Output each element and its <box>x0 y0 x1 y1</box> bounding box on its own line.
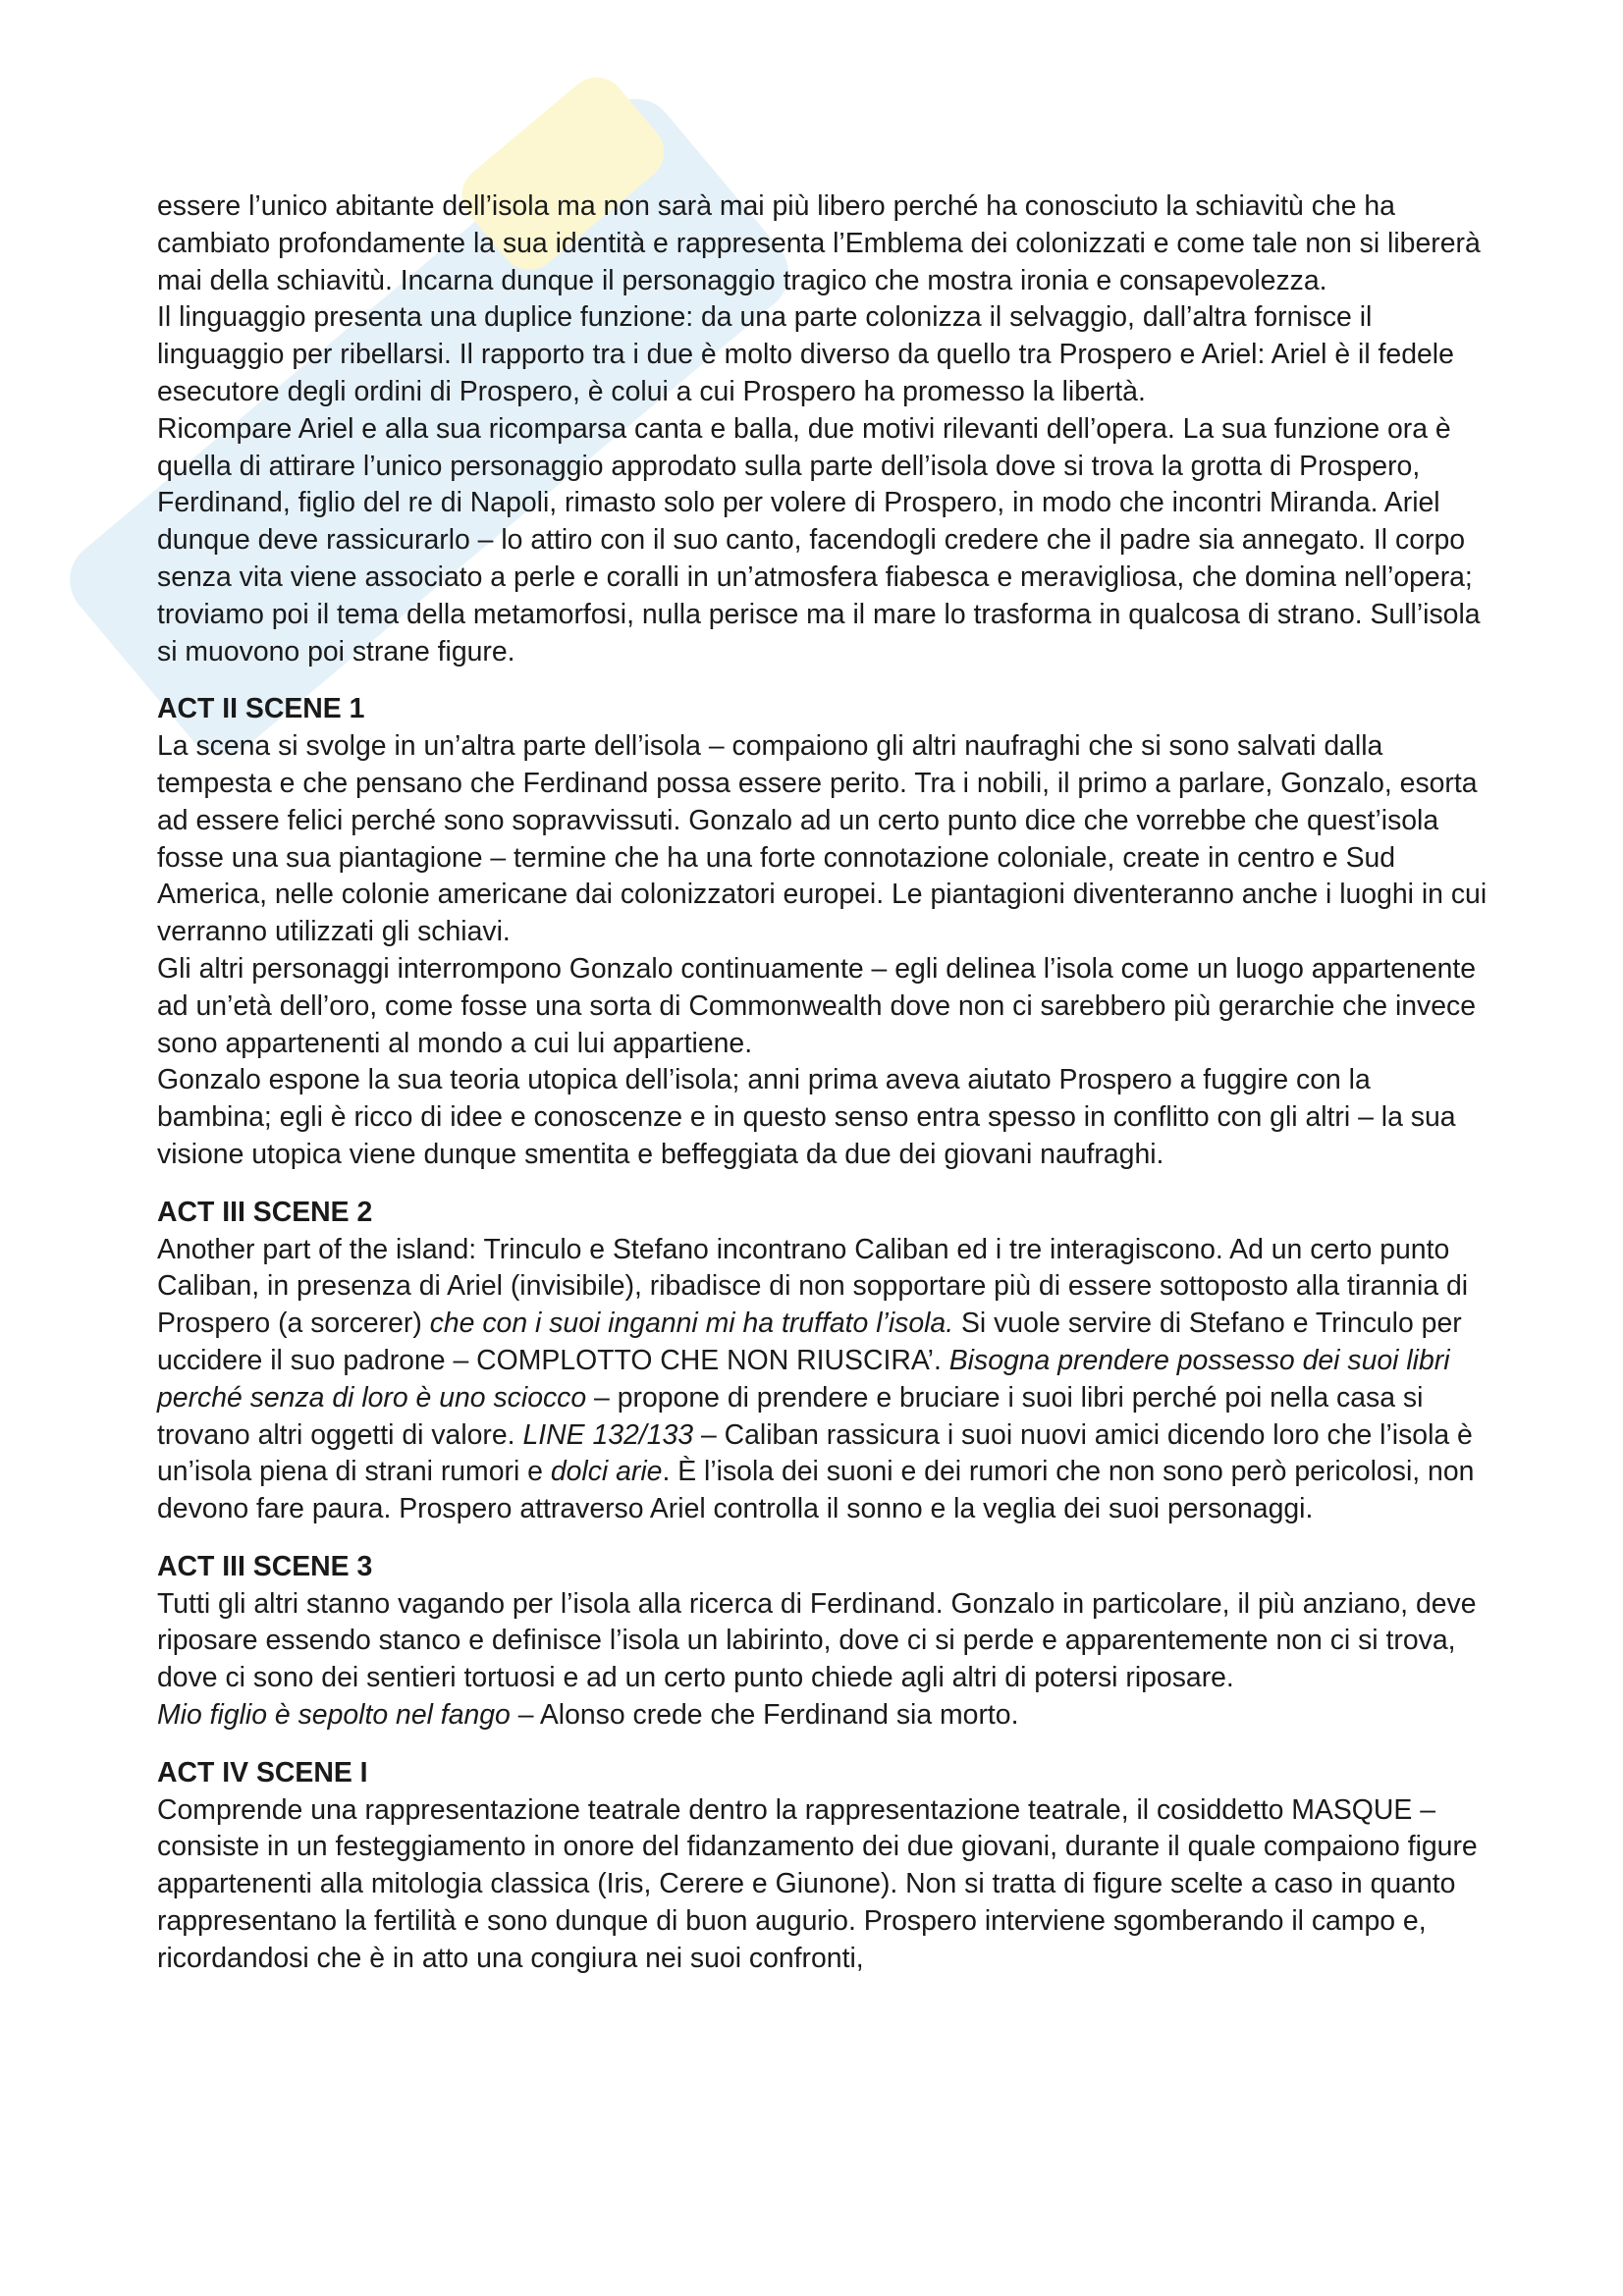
text-run: – propone di prendere e bruciare i suoi libri perché poi nella casa si trovano altri oggetti di valore. <box>157 1381 1424 1451</box>
text-run: Si vuole servire di Stefano e Trinculo per uccidere il suo padrone – COMPLOTTO CHE NON RIUSCIRA’. <box>157 1308 1462 1376</box>
act-iii-scene-3 <box>157 1549 1488 1735</box>
document-page <box>157 188 1488 1978</box>
act-ii-scene-1 <box>157 691 1488 1173</box>
paragraph: Tutti gli altri stanno vagando per l’isola alla ricerca di Ferdinand. Gonzalo in particolare, il più anziano, deve riposare essendo stanco e definisce l’isola un labirinto, dove ci si perde e apparentemente non ci si trova, dove ci sono dei sentieri tortuosi e ad un certo punto chiede agli altri di potersi riposare. <box>157 1587 1477 1694</box>
italic-quote: Bisogna prendere possesso dei suoi libri perché senza di loro è uno sciocco <box>157 1344 1450 1414</box>
paragraph: Comprende una rappresentazione teatrale dentro la rappresentazione teatrale, il cosiddetto MASQUE – consiste in un festeggiamento in onore del fidanzamento dei due giovani, durante il quale compaiono figure appartenenti alla mitologia classica (Iris, Cerere e Giunone). Non si tratta di figure scelte a caso in quanto rappresentano la fertilità e sono dunque di buon augurio. Prospero interviene sgomberando il campo e, ricordandosi che è in atto una congiura nei suoi confronti, <box>157 1793 1478 1974</box>
section-heading: ACT III SCENE 3 <box>157 1550 373 1582</box>
italic-quote: dolci arie <box>550 1456 663 1488</box>
paragraph: Gonzalo espone la sua teoria utopica dell’isola; anni prima aveva aiutato Prospero a fuggire con la bambina; egli è ricco di idee e conoscenze e in questo senso entra spesso in conflitto con gli altri – la sua visione utopica viene dunque smentita e beffeggiata da due dei giovani naufraghi. <box>157 1064 1456 1170</box>
text-run: – Alonso crede che Ferdinand sia morto. <box>510 1699 1019 1732</box>
text-run: Another part of the island: Trinculo e Stefano incontrano Caliban ed i tre interagiscono. Ad un certo punto Caliban, in presenza di Ariel (invisibile), ribadisce di non sopportare più di essere sottoposto alla tirannia di Prospero (a sorcerer) <box>157 1233 1469 1340</box>
italic-quote: Mio figlio è sepolto nel fango <box>157 1699 511 1732</box>
section-heading: ACT II SCENE 1 <box>157 693 365 725</box>
paragraph <box>157 1232 1488 1528</box>
paragraph: essere l’unico abitante dell’isola ma non sarà mai più libero perché ha conosciuto la schiavitù che ha cambiato profondamente la sua identità e rappresenta l’Emblema dei colonizzati e come tale non si libererà mai della schiavitù. Incarna dunque il personaggio tragico che mostra ironia e consapevolezza. <box>157 190 1481 296</box>
paragraph: La scena si svolge in un’altra parte dell’isola – compaiono gli altri naufraghi che si sono salvati dalla tempesta e che pensano che Ferdinand possa essere perito. Tra i nobili, il primo a parlare, Gonzalo, esorta ad essere felici perché sono sopravvissuti. Gonzalo ad un certo punto dice che vorrebbe che quest’isola fosse una sua piantagione – termine che ha una forte connotazione coloniale, create in centro e Sud America, nelle colonie americane dai colonizzatori europei. Le piantagioni diventeranno anche i luoghi in cui verranno utilizzati gli schiavi. <box>157 730 1488 948</box>
act-iv-scene-1 <box>157 1755 1488 1978</box>
act-iii-scene-2 <box>157 1195 1488 1528</box>
paragraph <box>157 1697 1488 1735</box>
text-run: – Caliban rassicura i suoi nuovi amici dicendo loro che l’isola è un’isola piena di strani rumori e <box>157 1418 1473 1488</box>
paragraph: Gli altri personaggi interrompono Gonzalo continuamente – egli delinea l’isola come un luogo appartenente ad un’età dell’oro, come fosse una sorta di Commonwealth dove non ci sarebbero più gerarchie che invece sono appartenenti al mondo a cui lui appartiene. <box>157 952 1477 1059</box>
intro-section <box>157 188 1488 670</box>
paragraph: Ricompare Ariel e alla sua ricomparsa canta e balla, due motivi rilevanti dell’opera. La sua funzione ora è quella di attirare l’unico personaggio approdato sulla parte dell’isola dove si trova la grotta di Prospero, Ferdinand, figlio del re di Napoli, rimasto solo per volere di Prospero, in modo che incontri Miranda. Ariel dunque deve rassicurarlo – lo attiro con il suo canto, facendogli credere che il padre sia annegato. Il corpo senza vita viene associato a perle e coralli in un’atmosfera fiabesca e meravigliosa, che domina nell’opera; troviamo poi il tema della metamorfosi, nulla perisce ma il mare lo trasforma in qualcosa di strano. Sull’isola si muovono poi strane figure. <box>157 412 1481 667</box>
italic-quote: che con i suoi inganni mi ha truffato l’isola. <box>429 1308 954 1340</box>
paragraph: Il linguaggio presenta una duplice funzione: da una parte colonizza il selvaggio, dall’altra fornisce il linguaggio per ribellarsi. Il rapporto tra i due è molto diverso da quello tra Prospero e Ariel: Ariel è il fedele esecutore degli ordini di Prospero, è colui a cui Prospero ha promesso la libertà. <box>157 301 1454 407</box>
line-reference: LINE 132/133 <box>522 1418 694 1451</box>
text-run: . È l’isola dei suoni e dei rumori che non sono però pericolosi, non devono fare paura. Prospero attraverso Ariel controlla il sonno e la veglia dei suoi personaggi. <box>157 1456 1475 1525</box>
section-heading: ACT III SCENE 2 <box>157 1196 373 1228</box>
section-heading: ACT IV SCENE I <box>157 1756 368 1789</box>
